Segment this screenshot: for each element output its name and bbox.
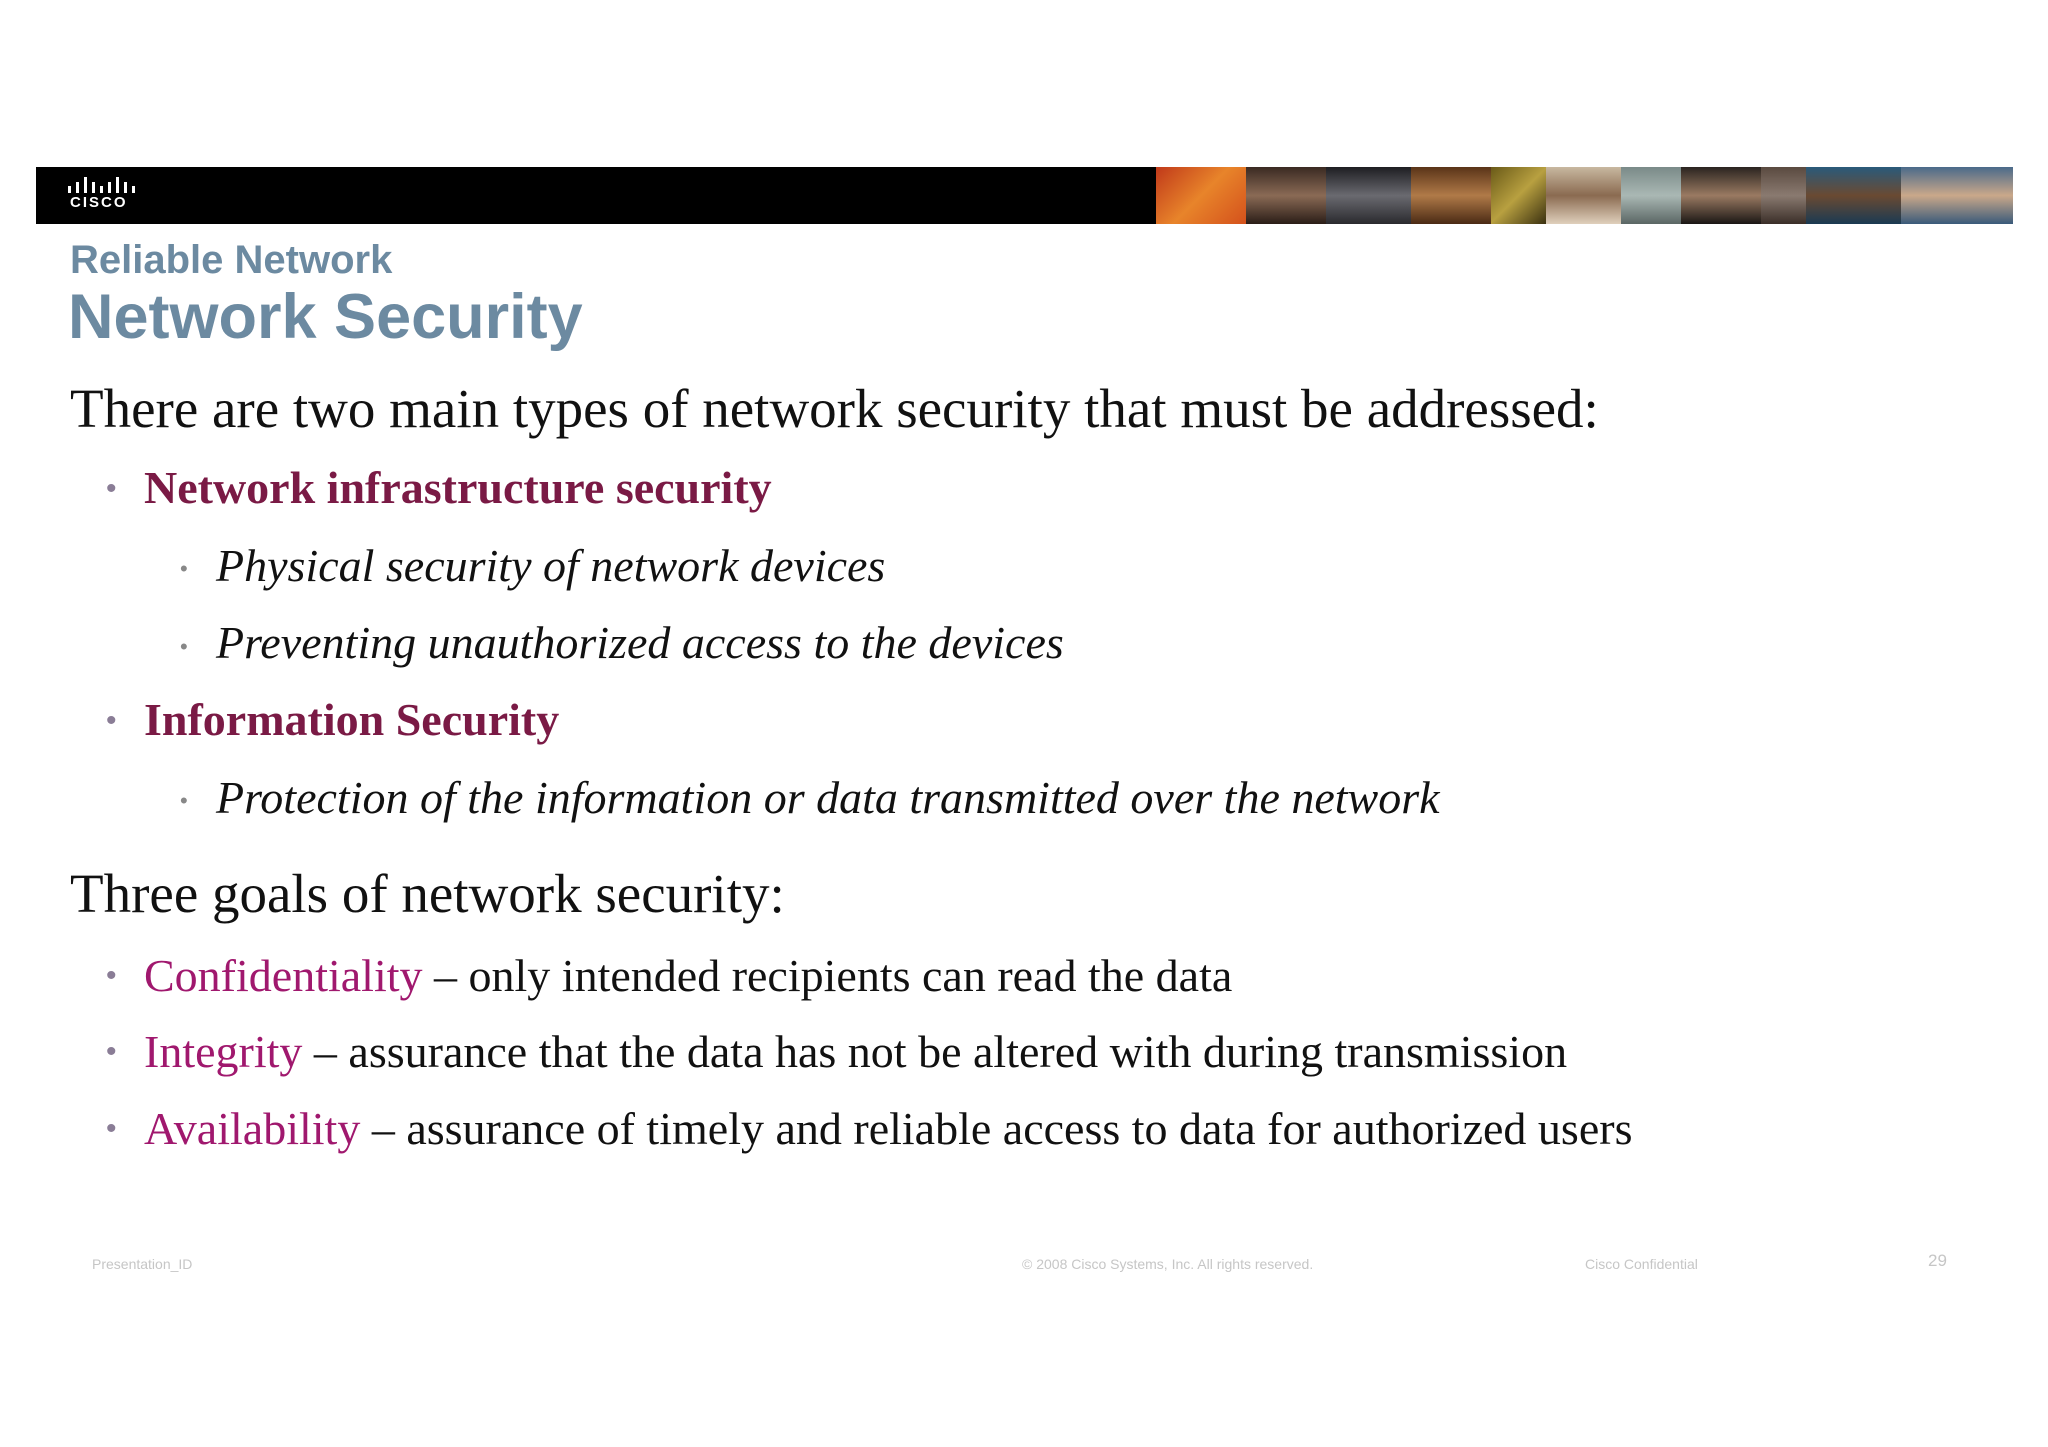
footer-presentation-id: Presentation_ID xyxy=(92,1256,193,1272)
security-type-item: Physical security of network devices xyxy=(216,540,886,591)
footer-confidential: Cisco Confidential xyxy=(1585,1256,1698,1272)
goal-term: Confidentiality xyxy=(144,950,423,1001)
goal-description: – only intended recipients can read the data xyxy=(422,950,1233,1001)
goal-item xyxy=(144,1026,1568,1077)
cisco-bridge-icon xyxy=(64,177,154,195)
goal-item xyxy=(144,1103,1633,1154)
photo-tile xyxy=(1411,167,1491,224)
photo-tile xyxy=(1681,167,1761,224)
photo-tile xyxy=(1761,167,1806,224)
logo-wordmark: CISCO xyxy=(70,194,128,211)
slide-section-label: Reliable Network xyxy=(70,238,393,282)
goal-description: – assurance that the data has not be altered with during transmission xyxy=(302,1026,1568,1077)
photo-tile xyxy=(1806,167,1901,224)
photo-tile xyxy=(1491,167,1546,224)
slide-title: Network Security xyxy=(68,282,583,352)
goal-term: Integrity xyxy=(144,1026,303,1077)
page-number: 29 xyxy=(1928,1251,1947,1270)
goal-term: Availability xyxy=(144,1103,361,1154)
bullet-dot-icon: • xyxy=(180,556,188,581)
goals-heading: Three goals of network security: xyxy=(70,863,785,924)
goal-item xyxy=(144,950,1233,1001)
footer-copyright: © 2008 Cisco Systems, Inc. All rights reserved. xyxy=(1022,1256,1314,1272)
header-banner xyxy=(36,167,2013,224)
bullet-dot-icon: • xyxy=(106,1112,117,1145)
goal-description: – assurance of timely and reliable access to data for authorized users xyxy=(360,1103,1633,1154)
photo-tile xyxy=(1326,167,1411,224)
photo-strip xyxy=(1156,167,2013,224)
bullet-dot-icon: • xyxy=(106,704,117,737)
bullet-dot-icon: • xyxy=(106,959,117,992)
bullet-dot-icon: • xyxy=(106,1035,117,1068)
security-type-item: Preventing unauthorized access to the devices xyxy=(216,617,1064,668)
security-type-label: Information Security xyxy=(144,694,560,745)
security-type-label: Network infrastructure security xyxy=(144,462,772,513)
bullet-dot-icon: • xyxy=(180,634,188,659)
cisco-logo xyxy=(64,177,154,213)
photo-tile xyxy=(1246,167,1326,224)
security-type-item: Protection of the information or data transmitted over the network xyxy=(216,772,1440,823)
bullet-dot-icon: • xyxy=(180,788,188,813)
photo-tile xyxy=(1156,167,1246,224)
photo-tile xyxy=(1901,167,2013,224)
bullet-dot-icon: • xyxy=(106,472,117,505)
photo-tile xyxy=(1621,167,1681,224)
intro-text: There are two main types of network security that must be addressed: xyxy=(70,378,1599,439)
photo-tile xyxy=(1546,167,1621,224)
